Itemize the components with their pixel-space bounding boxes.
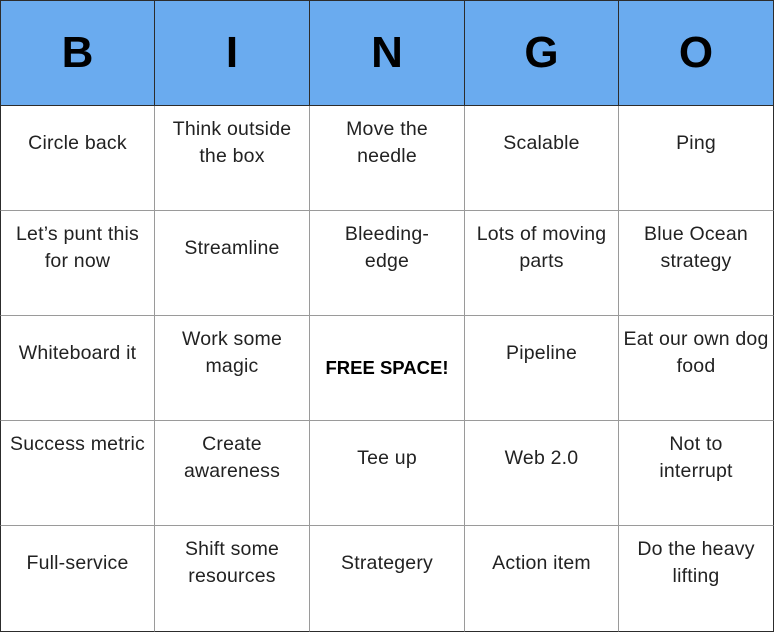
bingo-cell-work-some-magic[interactable]: Work some magic xyxy=(155,316,310,421)
bingo-cell-streamline[interactable]: Streamline xyxy=(155,211,310,316)
bingo-cell-eat-our-own-dog-food[interactable]: Eat our own dog food xyxy=(619,316,774,421)
bingo-cell-web-2-0[interactable]: Web 2.0 xyxy=(465,421,619,526)
header-letter-b: B xyxy=(0,0,155,106)
bingo-cell-circle-back[interactable]: Circle back xyxy=(0,106,155,211)
bingo-cell-strategery[interactable]: Strategery xyxy=(310,526,465,632)
bingo-cell-lets-punt-this-for-now[interactable]: Let’s punt this for now xyxy=(0,211,155,316)
bingo-cell-think-outside-the-box[interactable]: Think outside the box xyxy=(155,106,310,211)
header-letter-n: N xyxy=(310,0,465,106)
bingo-cell-create-awareness[interactable]: Create awareness xyxy=(155,421,310,526)
bingo-cell-full-service[interactable]: Full-service xyxy=(0,526,155,632)
bingo-cell-whiteboard-it[interactable]: Whiteboard it xyxy=(0,316,155,421)
bingo-cell-ping[interactable]: Ping xyxy=(619,106,774,211)
bingo-cell-action-item[interactable]: Action item xyxy=(465,526,619,632)
bingo-cell-shift-some-resources[interactable]: Shift some resources xyxy=(155,526,310,632)
bingo-cell-success-metric[interactable]: Success metric xyxy=(0,421,155,526)
bingo-cell-do-the-heavy-lifting[interactable]: Do the heavy lifting xyxy=(619,526,774,632)
bingo-free-space[interactable]: FREE SPACE! xyxy=(310,316,465,421)
bingo-cell-not-to-interrupt[interactable]: Not to interrupt xyxy=(619,421,774,526)
header-letter-i: I xyxy=(155,0,310,106)
bingo-grid xyxy=(0,106,774,632)
bingo-cell-bleeding-edge[interactable]: Bleeding-edge xyxy=(310,211,465,316)
bingo-cell-tee-up[interactable]: Tee up xyxy=(310,421,465,526)
header-letter-o: O xyxy=(619,0,774,106)
bingo-cell-scalable[interactable]: Scalable xyxy=(465,106,619,211)
bingo-cell-lots-of-moving-parts[interactable]: Lots of moving parts xyxy=(465,211,619,316)
bingo-cell-pipeline[interactable]: Pipeline xyxy=(465,316,619,421)
bingo-cell-move-the-needle[interactable]: Move the needle xyxy=(310,106,465,211)
bingo-header xyxy=(0,0,774,106)
header-letter-g: G xyxy=(465,0,619,106)
bingo-cell-blue-ocean-strategy[interactable]: Blue Ocean strategy xyxy=(619,211,774,316)
